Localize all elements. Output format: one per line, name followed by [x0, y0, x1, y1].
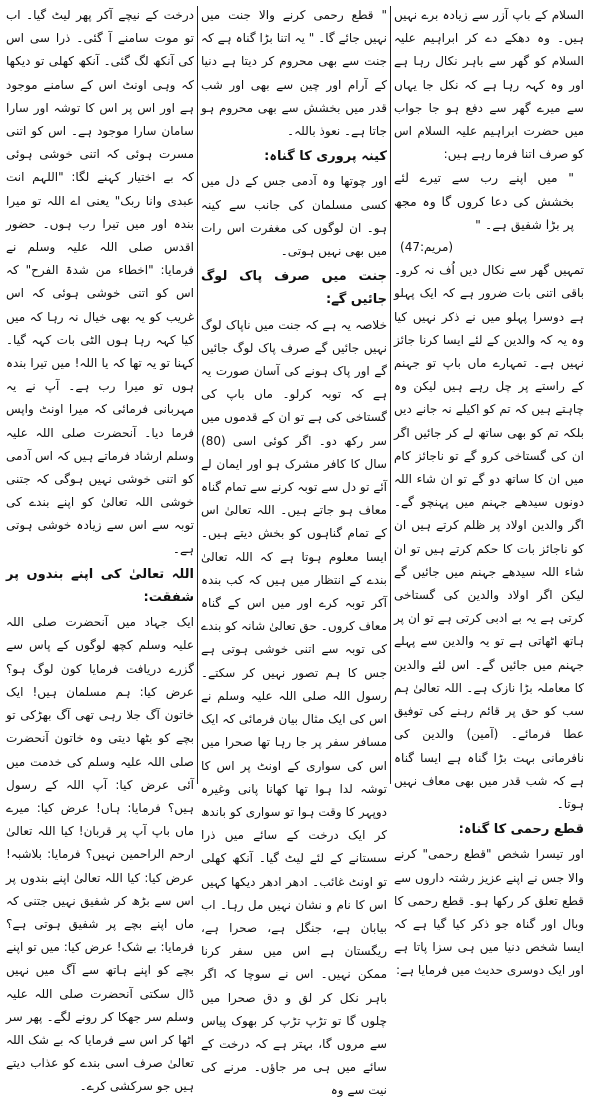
- body-paragraph: السلام کے باپ آزر سے زیادہ برے نہیں ہیں۔ وہ دھکے دے کر ابراہیم علیہ السلام کو گھر سے باہر نکال رہا ہے اور وہ کہہ رہا ہے کہ نکل جا یہاں سے میرے گھر سے دفع ہو جا جواب میں حضرت ابراہیم علیہ السلام اس کو صرف اتنا فرما رہے ہیں:: [394, 8, 584, 162]
- section-heading: جنت میں صرف پاک لوگ جائیں گے:: [201, 269, 387, 308]
- body-paragraph: درخت کے نیچے آکر پھر لیٹ گیا۔ اب تو موت سامنے آ گئی۔ ذرا سی اس کی آنکھ لگ گئی۔ آنکھ کھلی تو دیکھا کہ وہی اونٹ اس کے سامنے موجود ہے اور اس پر اس کا توشہ اور سارا سامان سارا موجود ہے۔ اس کو اتنی مسرت ہوئی کہ اتنی خوشی ہوئی کہ بے اختیار کہنے لگا: "اللہم انت عبدی وانا ربک" یعنی اے اللہ تو میرا بندہ اور میں تیرا رب ہوں۔ حضور اقدس صلی اللہ علیہ وسلم نے فرمایا: "اخطاء من شدۃ الفرح" کہ اس کو اتنی خوشی ہوئی کہ اس غریب کو یہ بھی خیال نہ رہا کہ میں کیا کہہ رہا ہوں الٹی بات کہہ گیا۔ کہنا تو یہ تھا کہ یا اللہ! میں تیرا بندہ ہوں تو میرا رب ہے۔ آپ نے یہ مہربانی فرمائی کہ میرا اونٹ واپس فرما دیا۔ آنحضرت صلی اللہ علیہ وسلم ارشاد فرماتے ہیں کہ اس آدمی کو اتنی خوشی نہیں ہوگی کہ جتنی خوشی اللہ تعالیٰ کو اپنے بندے کی توبہ سے اس سے زیادہ خوشی ہوتی ہے۔: [6, 8, 194, 556]
- body-paragraph: اور چوتھا وہ آدمی جس کے دل میں کسی مسلمان کی جانب سے کینہ ہو۔ ان لوگوں کی مغفرت اس رات میں بھی نہیں ہوتی۔: [201, 174, 387, 259]
- book-page: [6, 4, 584, 1098]
- column-divider-2: [197, 6, 198, 784]
- verse-reference: (مریم:47): [400, 240, 454, 255]
- section-heading: اللہ تعالیٰ کی اپنے بندوں پر شفقت:: [6, 566, 194, 606]
- section-heading: کینہ پروری کا گناہ:: [264, 149, 387, 165]
- body-paragraph: خلاصہ یہ ہے کہ جنت میں ناپاک لوگ نہیں جائیں گے صرف پاک لوگ جائیں گے اور پاک ہونے کی آسان صورت یہ ہے کہ توبہ کرلو۔ ماں باپ کی گستاخی کی ہے تو ان کے قدموں میں سر رکھ دو۔ اگر کوئی اسی (80) سال کا کافر مشرک ہو اور ایمان لے آئے تو دل سے توبہ کرنے سے تمام گناہ معاف ہو جاتے ہیں۔ اللہ تعالیٰ اس کے تمام گناہوں کو بخش دیتے ہیں۔ ایسا معلوم ہوتا ہے کہ اللہ تعالیٰ بندے کے انتظار میں ہیں کہ کب بندہ آکر توبہ کرے اور میں اس کے گناہ معاف کروں۔ حق تعالیٰ شانہ کو بندے کی توبہ سے اتنی خوشی ہوتی ہے جس کا ہم تصور نہیں کر سکتے۔ رسول اللہ صلی اللہ علیہ وسلم نے اس کی ایک مثال بیان فرمائی کہ ایک مسافر سفر پر جا رہا تھا صحرا میں اس کی سواری کے اونٹ پر اس کا توشہ لدا ہوا تھا کھانا پانی وغیرہ دوپہر کا وقت ہوا تو سواری کو باندھ کر ایک درخت کے سائے میں ذرا سستانے کے لئے لیٹ گیا۔ آنکھ کھلی تو اونٹ غائب۔ ادھر ادھر دیکھا کہیں اس کا نام و نشان نہیں مل رہا۔ اب بیابان ہے، جنگل ہے، صحرا ہے، ریگستان ہے اس میں سفر کرنا ممکن نہیں۔ اس نے سوچا کہ اگر باہر نکل کر لق و دق صحرا میں چلوں گا تو تڑپ تڑپ کر بھوک پیاس سے مروں گا، بہتر ہے کہ درخت کے سائے میں ہی مر جاؤں۔ مرنے کی نیت سے وہ: [201, 317, 387, 1098]
- quoted-verse: " میں اپنے رب سے تیرے لئے بخشش کی دعا کروں گا وہ مجھ پر بڑا شفیق ہے۔ ": [394, 170, 574, 232]
- body-paragraph: ایک جہاد میں آنحضرت صلی اللہ علیہ وسلم کچھ لوگوں کے پاس سے گزرے دریافت فرمایا کون لوگ ہو؟ عرض کیا: ہم مسلمان ہیں! ایک خاتون آگ جلا رہی تھی آگ بھڑکی تو بچے کو بٹھا دیتی وہ خاتون آنحضرت صلی اللہ علیہ وسلم کی خدمت میں آئی عرض کیا: آپ اللہ کے رسول ہیں؟ فرمایا: ہاں! عرض کیا: میرے ماں باپ آپ پر قربان! کیا اللہ تعالیٰ ارحم الراحمین نہیں؟ فرمایا: بلاشبہ! عرض کیا: کیا اللہ تعالیٰ اپنے بندوں پر اس سے بڑھ کر شفیق نہیں جتنی کہ ماں اپنے بچے پر شفیق ہوتی ہے؟ فرمایا: بے شک! عرض کیا: میں تو اپنے بچے کو اپنے ہاتھ سے آگ میں نہیں ڈال سکتی آنحضرت صلی اللہ علیہ وسلم سر جھکا کر رونے لگے۔ پھر سر اٹھا کر اس سے فرمایا کہ بے شک اللہ تعالیٰ صرف اسی بندے کو عذاب دیتے ہیں جو سرکشی کرے۔: [6, 615, 194, 1094]
- section-heading: قطع رحمی کا گناہ:: [458, 822, 584, 838]
- text-column-right: [394, 4, 584, 978]
- body-paragraph: " قطع رحمی کرنے والا جنت میں نہیں جائے گا۔ " یہ اتنا بڑا گناہ ہے کہ جنت سے بھی محروم کر دیتا ہے دنیا کے آرام اور چین سے بھی اور شب قدر میں بخشش سے بھی محروم ہو جاتا ہے۔ نعوذ باللہ۔: [201, 8, 387, 139]
- body-paragraph: تمہیں گھر سے نکال دیں اُف نہ کرو۔ باقی اتنی بات ضرور ہے کہ ایک پہلو ہے دوسرا پہلو میں نے ذکر نہیں کیا وہ یہ کہ والدین کے لئے ایسا کرنا جائز نہیں ہے۔ تمہارے ماں باپ تو جہنم کے راستے پر چل رہے ہیں لیکن وہ چاہتے ہیں کہ تم کو اکیلے نہ جانے دیں بلکہ تم کو بھی ساتھ لے کر جائیں اگر ان کی گستاخی کرو گے تو ناجائز کام میں ان کا ساتھ دو گے تو ان شاء اللہ دونوں سیدھے جہنم میں پہنچو گے۔ اگر والدین اولاد پر ظلم کرتے ہیں ان کو ناجائز بات کا حکم کرتے ہیں تو ان شاء اللہ سیدھے جہنم میں جائیں گے لیکن اگر اولاد والدین کی گستاخی کرتی ہے یہ بے ادبی کرتی ہے تو ان پر ہاتھ اٹھاتی ہے تو یہ والدین سے پہلے جہنم میں جائیں گے۔ اس لئے والدین کا معاملہ بڑا نازک ہے۔ اللہ تعالیٰ ہم سب کو حق پر قائم رہنے کی توفیق عطا فرمائے۔ (آمین) والدین کی نافرمانی بہت بڑا گناہ ہے ایسا گناہ ہے کہ شب قدر میں بھی معاف نہیں ہوتا۔: [394, 263, 584, 811]
- text-column-middle: [201, 4, 387, 1098]
- text-column-left: [6, 4, 194, 1094]
- body-paragraph: اور تیسرا شخص "قطع رحمی" کرنے والا جس نے اپنے عزیز رشتہ داروں سے قطع تعلق کر رکھا ہو۔ قطع رحمی کا وبال اور گناہ جو ذکر کیا گیا ہے کہ ایسا شخص دنیا میں ہی سزا پاتا ہے اور ایک دوسری حدیث میں فرمایا ہے:: [394, 847, 584, 978]
- column-divider-1: [390, 6, 391, 784]
